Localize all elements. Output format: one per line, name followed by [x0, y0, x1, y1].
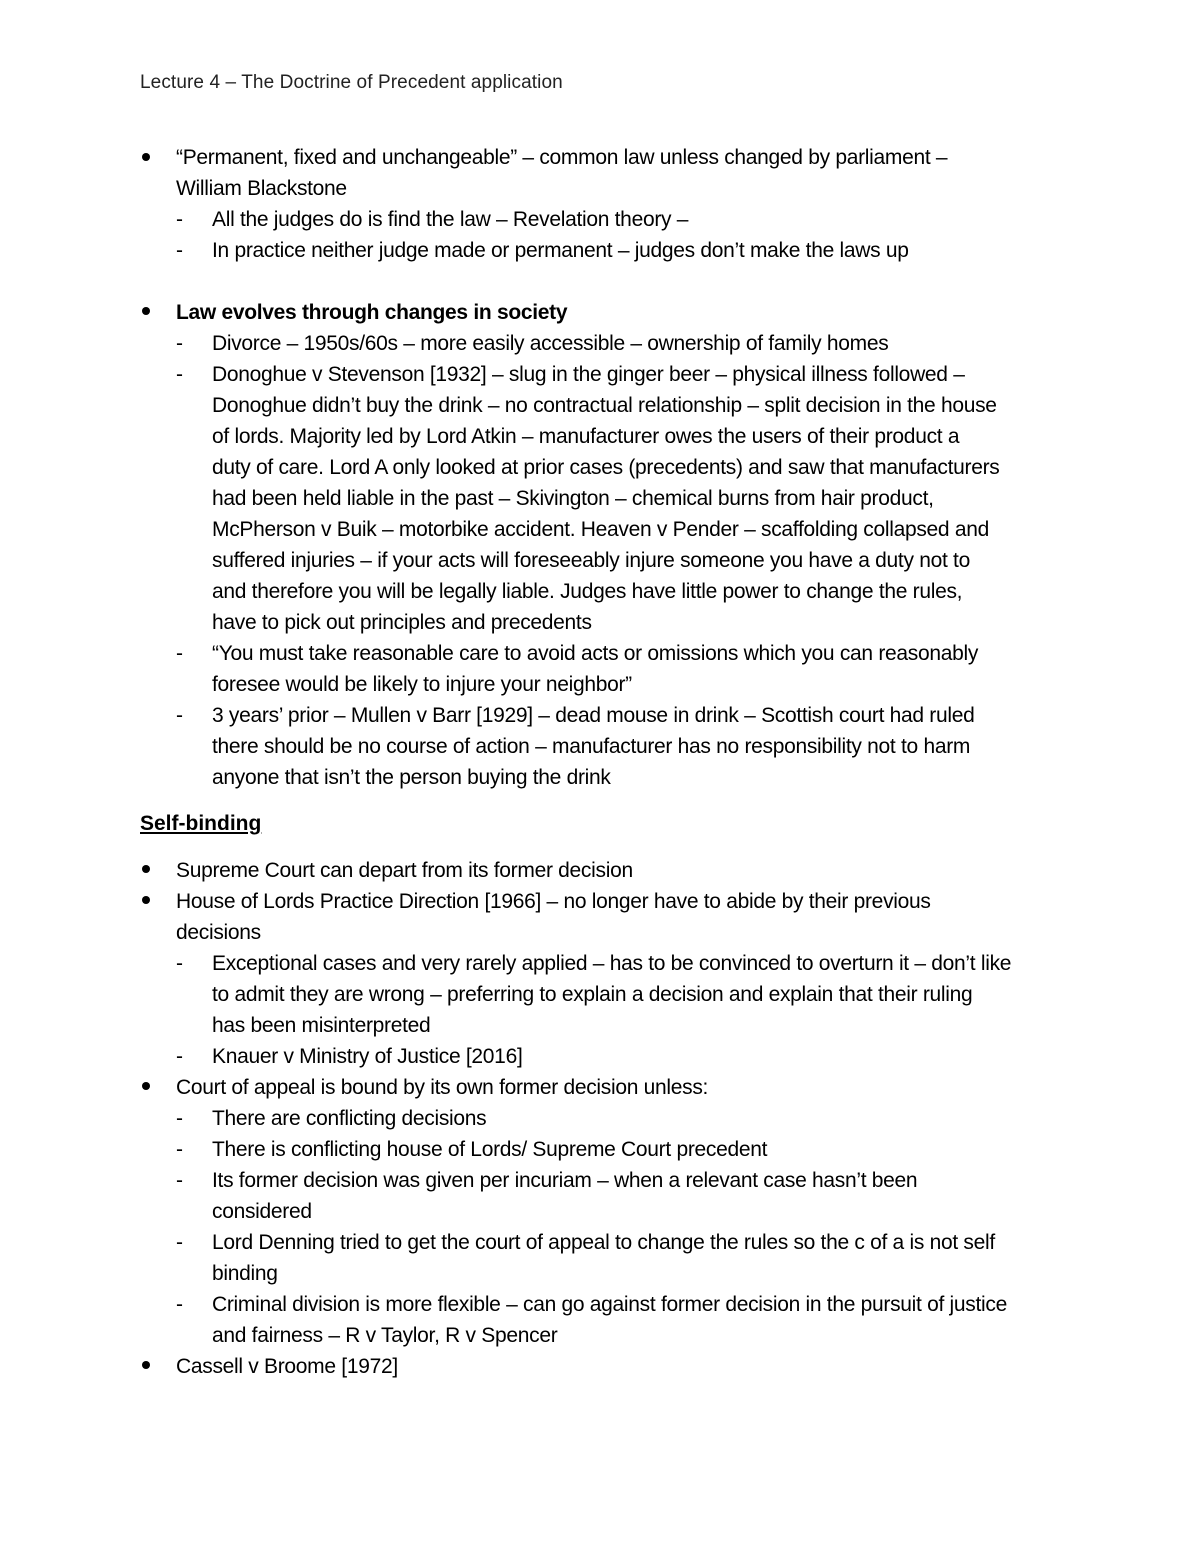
bullet-icon — [142, 307, 150, 315]
sub-item: suffered injuries – if your acts will foreseeably injure someone you have a duty not to — [212, 549, 970, 572]
sub-item: Its former decision was given per incuriam – when a relevant case hasn’t been — [212, 1169, 918, 1192]
sub-item: Donoghue didn’t buy the drink – no contractual relationship – split decision in the house — [212, 394, 997, 417]
sub-item: Donoghue v Stevenson [1932] – slug in the ginger beer – physical illness followed – — [212, 363, 965, 386]
dash-marker: - — [176, 952, 183, 975]
bullet-text: House of Lords Practice Direction [1966] – no longer have to abide by their previous — [176, 890, 931, 913]
bullet-icon — [142, 1082, 150, 1090]
dash-marker: - — [176, 239, 183, 262]
sub-item: binding — [212, 1262, 278, 1285]
bullet-text: “Permanent, fixed and unchangeable” – common law unless changed by parliament – — [176, 146, 948, 169]
sub-item: to admit they are wrong – preferring to explain a decision and explain that their ruling — [212, 983, 973, 1006]
bullet-text: Supreme Court can depart from its former decision — [176, 859, 633, 882]
sub-item: All the judges do is find the law – Revelation theory – — [212, 208, 689, 231]
bullet-text: William Blackstone — [176, 177, 347, 200]
bullet-text: Law evolves through changes in society — [176, 301, 568, 324]
dash-marker: - — [176, 1169, 183, 1192]
bullet-icon — [142, 153, 150, 161]
section-heading: Self-binding — [140, 812, 262, 835]
bullet-text: decisions — [176, 921, 261, 944]
bullet-icon — [142, 896, 150, 904]
sub-item: there should be no course of action – manufacturer has no responsibility not to harm — [212, 735, 971, 758]
sub-item: has been misinterpreted — [212, 1014, 431, 1037]
sub-item: and therefore you will be legally liable. Judges have little power to change the rules, — [212, 580, 963, 603]
sub-item: considered — [212, 1200, 312, 1223]
sub-item: There are conflicting decisions — [212, 1107, 487, 1130]
sub-item: duty of care. Lord A only looked at prior cases (precedents) and saw that manufacturers — [212, 456, 1000, 479]
bullet-icon — [142, 1361, 150, 1369]
sub-item: “You must take reasonable care to avoid acts or omissions which you can reasonably — [212, 642, 979, 665]
sub-item: and fairness – R v Taylor, R v Spencer — [212, 1324, 558, 1347]
sub-item: foresee would be likely to injure your neighbor” — [212, 673, 632, 696]
dash-marker: - — [176, 1293, 183, 1316]
sub-item: of lords. Majority led by Lord Atkin – manufacturer owes the users of their product a — [212, 425, 960, 448]
sub-item: have to pick out principles and precedents — [212, 611, 592, 634]
dash-marker: - — [176, 332, 183, 355]
dash-marker: - — [176, 642, 183, 665]
dash-marker: - — [176, 704, 183, 727]
dash-marker: - — [176, 1231, 183, 1254]
page-header: Lecture 4 – The Doctrine of Precedent application — [140, 72, 563, 93]
dash-marker: - — [176, 208, 183, 231]
dash-marker: - — [176, 1138, 183, 1161]
dash-marker: - — [176, 363, 183, 386]
bullet-text: Cassell v Broome [1972] — [176, 1355, 398, 1378]
sub-item: Criminal division is more flexible – can go against former decision in the pursuit of justice — [212, 1293, 1007, 1316]
sub-item: had been held liable in the past – Skivington – chemical burns from hair product, — [212, 487, 934, 510]
sub-item: 3 years’ prior – Mullen v Barr [1929] – dead mouse in drink – Scottish court had ruled — [212, 704, 975, 727]
sub-item: Knauer v Ministry of Justice [2016] — [212, 1045, 523, 1068]
sub-item: McPherson v Buik – motorbike accident. Heaven v Pender – scaffolding collapsed and — [212, 518, 989, 541]
bullet-text: Court of appeal is bound by its own former decision unless: — [176, 1076, 709, 1099]
dash-marker: - — [176, 1107, 183, 1130]
sub-item: Lord Denning tried to get the court of appeal to change the rules so the c of a is not self — [212, 1231, 995, 1254]
sub-item: anyone that isn’t the person buying the drink — [212, 766, 611, 789]
sub-item: Divorce – 1950s/60s – more easily accessible – ownership of family homes — [212, 332, 889, 355]
sub-item: In practice neither judge made or permanent – judges don’t make the laws up — [212, 239, 909, 262]
sub-item: Exceptional cases and very rarely applied – has to be convinced to overturn it – don’t like — [212, 952, 1012, 975]
bullet-icon — [142, 865, 150, 873]
dash-marker: - — [176, 1045, 183, 1068]
sub-item: There is conflicting house of Lords/ Supreme Court precedent — [212, 1138, 768, 1161]
